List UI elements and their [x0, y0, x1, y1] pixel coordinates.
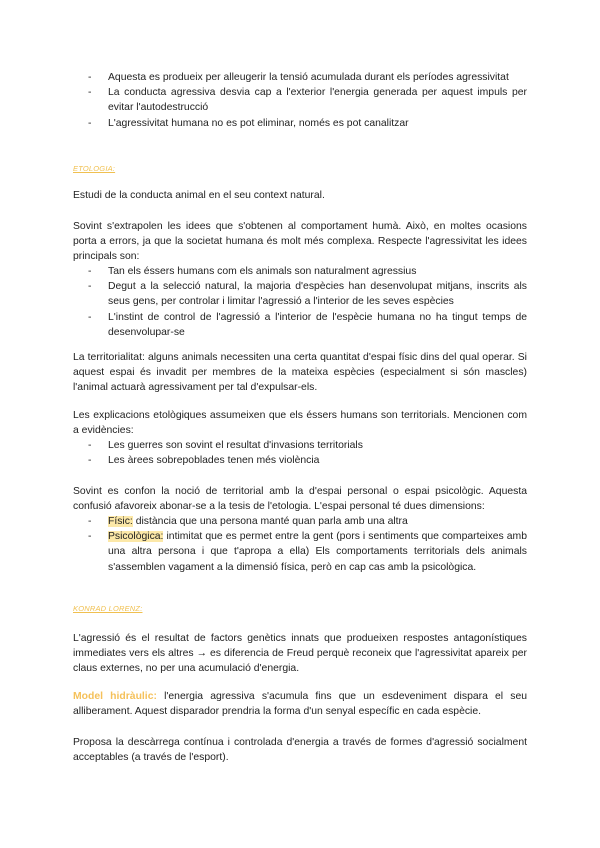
paragraph-model-hidraulic: Model hidràulic: l'energia agressiva s'acumula fins que un esdeveniment dispara el seu alliberament. Aquest disparador prendria la forma d'un senyal específic en cada espècie. — [73, 691, 528, 718]
list-item: - Les àrees sobrepoblades tenen més violència — [88, 455, 320, 467]
paragraph-explicacions: Les explicacions etològiques assumeixen que els éssers humans son territorials. Mencionen com a evidències: — [73, 410, 527, 437]
list-item: - L'instint de control de l'agressió a l'interior de l'espècie humana no ha tingut temps de desenvolupar-se — [88, 311, 527, 338]
highlighted-term-psicologica: Psicològica: — [108, 531, 164, 543]
list-item: - Físic: distància que una persona manté quan parla amb una altra — [88, 516, 408, 527]
list-item: - Aquesta es produeix per alleugerir la tensió acumulada durant els períodes agressivitat — [88, 72, 509, 83]
list-item: - Degut a la selecció natural, la majoria d'espècies han desenvolupat mitjans, inscrits als seus gens, per controlar i limitar l'agressió a l'interior de les seves espècies — [88, 281, 527, 308]
list-item: - Tan els éssers humans com els animals son naturalment agressius — [88, 266, 417, 277]
paragraph-proposa: Proposa la descàrrega contínua i controlada d'energia a través de formes d'agressió socialment acceptables (a través de l'esport). — [73, 737, 527, 764]
list-personal-space-dimensions — [88, 514, 527, 575]
list-item: - L'agressivitat humana no es pot eliminar, només es pot canalitzar — [88, 117, 409, 129]
list-item: - Les guerres son sovint el resultat d'invasions territorials — [88, 440, 363, 451]
section-heading-konrad-lorenz: KONRAD LORENZ: — [73, 604, 143, 613]
list-main-ideas — [88, 264, 527, 340]
model-hidraulic-term: Model hidràulic: — [73, 691, 157, 702]
paragraph-territorialitat: La territorialitat: alguns animals necessiten una certa quantitat d'espai físic dins del qual operar. Si aquest espai és invadit per membres de la mateixa espècies (especialment si són mascles) l'animal actuarà agressivament per tal d'expulsar-els. — [73, 352, 527, 394]
paragraph-extrapolen: Sovint s'extrapolen les idees que s'obtenen al comportament humà. Això, en moltes ocasions porta a errors, ja que la societat humana és molt més complexa. Respecte l'agressivitat les idees principals son: — [73, 221, 527, 263]
paragraph-agressio: L'agressió és el resultat de factors genètics innats que produeixen respostes antagonístiques immediates vers els altres → es diferencia de Freud perquè reconeix que l'agressivitat apareix per claus externes, no per una acumulació d'energia. — [73, 633, 527, 675]
paragraph-etologia-definition: Estudi de la conducta animal en el seu context natural. — [73, 190, 325, 201]
section-heading-etologia: ETOLOGIA: — [73, 164, 116, 173]
paragraph-confon: Sovint es confon la noció de territorial amb la d'espai personal o espai psicològic. Aquesta confusió afavoreix abonar-se a la tesis de l'etologia. L'espai personal té dues dimensions: — [73, 486, 527, 513]
highlighted-term-fisic: Físic: — [108, 516, 133, 527]
list-evidences — [88, 438, 527, 468]
list-item: - La conducta agressiva desvia cap a l'exterior l'energia generada per aquest impuls per evitar l'autodestrucció — [88, 87, 527, 114]
list-freud-points — [88, 70, 527, 131]
list-item: - Psicològica: intimitat que es permet entre la gent (pors i sentiments que comparteixes amb una altra persona i que t'apropa a ella) Els comportaments territorials dels animals s'assemblen vagament a la dimensió física, però en cap cas amb la psicològica. — [88, 531, 527, 573]
